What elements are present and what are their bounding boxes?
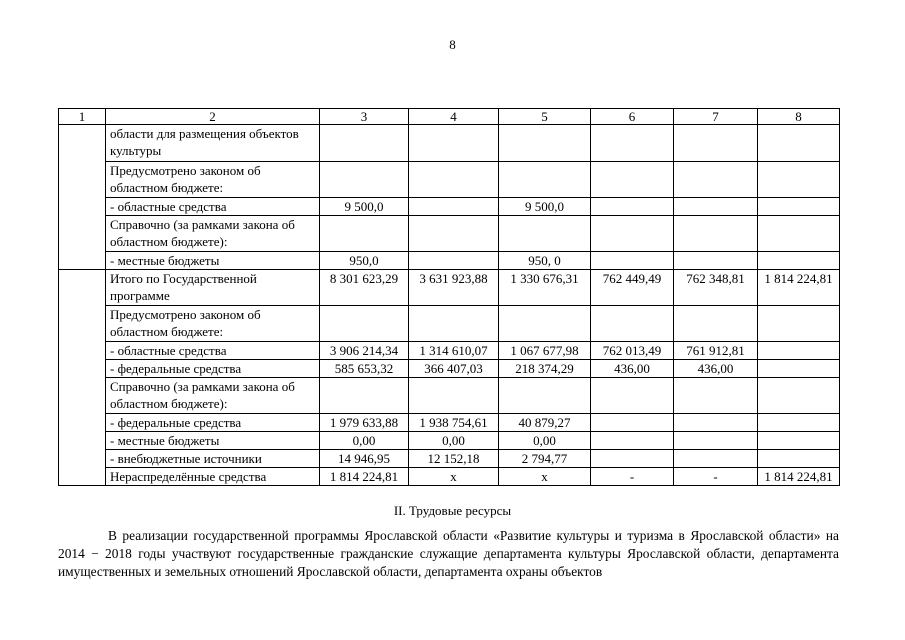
column-header: 3 bbox=[320, 109, 409, 125]
value-cell bbox=[758, 125, 840, 162]
table-row bbox=[59, 360, 840, 378]
value-cell: 12 152,18 bbox=[409, 450, 499, 468]
value-cell bbox=[409, 252, 499, 270]
value-cell: 950, 0 bbox=[499, 252, 591, 270]
value-cell: 40 879,27 bbox=[499, 414, 591, 432]
value-cell bbox=[409, 198, 499, 216]
value-cell bbox=[320, 125, 409, 162]
row-number-cell bbox=[59, 125, 106, 270]
column-header: 4 bbox=[409, 109, 499, 125]
value-cell bbox=[591, 432, 674, 450]
value-cell: - bbox=[674, 468, 758, 486]
value-cell bbox=[409, 216, 499, 252]
value-cell: 1 814 224,81 bbox=[320, 468, 409, 486]
table-row bbox=[59, 216, 840, 252]
value-cell: 0,00 bbox=[409, 432, 499, 450]
value-cell bbox=[591, 125, 674, 162]
value-cell bbox=[591, 162, 674, 198]
value-cell bbox=[758, 432, 840, 450]
value-cell: 1 979 633,88 bbox=[320, 414, 409, 432]
value-cell bbox=[674, 162, 758, 198]
value-cell: 762 348,81 bbox=[674, 270, 758, 306]
value-cell bbox=[320, 378, 409, 414]
value-cell: 950,0 bbox=[320, 252, 409, 270]
value-cell: 1 938 754,61 bbox=[409, 414, 499, 432]
value-cell bbox=[674, 306, 758, 342]
value-cell bbox=[591, 252, 674, 270]
row-label: Итого по Государственной программе bbox=[106, 270, 320, 306]
value-cell: 1 330 676,31 bbox=[499, 270, 591, 306]
table-row bbox=[59, 198, 840, 216]
value-cell bbox=[758, 252, 840, 270]
column-header: 7 bbox=[674, 109, 758, 125]
column-header: 8 bbox=[758, 109, 840, 125]
value-cell: х bbox=[409, 468, 499, 486]
row-label: Нераспределённые средства bbox=[106, 468, 320, 486]
value-cell bbox=[758, 450, 840, 468]
value-cell: х bbox=[499, 468, 591, 486]
value-cell bbox=[674, 378, 758, 414]
value-cell bbox=[591, 198, 674, 216]
table-row bbox=[59, 378, 840, 414]
value-cell bbox=[674, 216, 758, 252]
value-cell: 1 067 677,98 bbox=[499, 342, 591, 360]
page-number: 8 bbox=[449, 37, 456, 52]
value-cell: 14 946,95 bbox=[320, 450, 409, 468]
value-cell bbox=[591, 450, 674, 468]
value-cell: 0,00 bbox=[499, 432, 591, 450]
value-cell: 218 374,29 bbox=[499, 360, 591, 378]
value-cell bbox=[409, 306, 499, 342]
value-cell bbox=[591, 414, 674, 432]
value-cell: 762 449,49 bbox=[591, 270, 674, 306]
value-cell bbox=[758, 414, 840, 432]
value-cell: 0,00 bbox=[320, 432, 409, 450]
value-cell: 2 794,77 bbox=[499, 450, 591, 468]
value-cell: 436,00 bbox=[674, 360, 758, 378]
value-cell bbox=[674, 252, 758, 270]
value-cell: 1 814 224,81 bbox=[758, 468, 840, 486]
value-cell bbox=[758, 216, 840, 252]
value-cell bbox=[499, 162, 591, 198]
section-title: II. Трудовые ресурсы bbox=[393, 503, 512, 518]
value-cell: 8 301 623,29 bbox=[320, 270, 409, 306]
table-row bbox=[59, 125, 840, 162]
value-cell bbox=[499, 216, 591, 252]
column-header: 5 bbox=[499, 109, 591, 125]
value-cell bbox=[409, 125, 499, 162]
column-header: 2 bbox=[106, 109, 320, 125]
value-cell bbox=[499, 125, 591, 162]
body-paragraph bbox=[58, 527, 839, 581]
value-cell bbox=[320, 216, 409, 252]
column-header: 1 bbox=[59, 109, 106, 125]
value-cell: 761 912,81 bbox=[674, 342, 758, 360]
paragraph-text: В реализации государственной программы Ярославской области «Развитие культуры и туризма в Ярославской области» на 2014 − 2018 годы участвуют государственные гражданские служащие департамента культуры Ярославской области, департамента имущественных и земельных отношений Ярославской области, департамента охраны объектов bbox=[58, 528, 839, 579]
value-cell: 9 500,0 bbox=[320, 198, 409, 216]
row-label: - местные бюджеты bbox=[106, 432, 320, 450]
table-row bbox=[59, 306, 840, 342]
value-cell bbox=[674, 198, 758, 216]
row-label: Предусмотрено законом об областном бюджете: bbox=[106, 306, 320, 342]
value-cell bbox=[674, 414, 758, 432]
budget-table bbox=[58, 108, 840, 486]
value-cell bbox=[499, 306, 591, 342]
value-cell: - bbox=[591, 468, 674, 486]
value-cell bbox=[758, 342, 840, 360]
column-header: 6 bbox=[591, 109, 674, 125]
value-cell: 3 631 923,88 bbox=[409, 270, 499, 306]
value-cell bbox=[591, 306, 674, 342]
value-cell: 366 407,03 bbox=[409, 360, 499, 378]
value-cell: 585 653,32 bbox=[320, 360, 409, 378]
value-cell: 436,00 bbox=[591, 360, 674, 378]
value-cell: 3 906 214,34 bbox=[320, 342, 409, 360]
row-number-cell bbox=[59, 270, 106, 486]
row-label: - местные бюджеты bbox=[106, 252, 320, 270]
value-cell bbox=[758, 306, 840, 342]
value-cell bbox=[674, 450, 758, 468]
table-header-row bbox=[59, 109, 840, 125]
value-cell bbox=[758, 360, 840, 378]
value-cell bbox=[499, 378, 591, 414]
table-row bbox=[59, 414, 840, 432]
value-cell bbox=[591, 378, 674, 414]
row-label: - федеральные средства bbox=[106, 414, 320, 432]
value-cell bbox=[320, 162, 409, 198]
row-label: Справочно (за рамками закона об областном бюджете): bbox=[106, 216, 320, 252]
row-label: - областные средства bbox=[106, 198, 320, 216]
value-cell bbox=[674, 432, 758, 450]
table-row bbox=[59, 162, 840, 198]
table-row bbox=[59, 432, 840, 450]
table-row bbox=[59, 450, 840, 468]
row-label: области для размещения объектов культуры bbox=[106, 125, 320, 162]
row-label: Справочно (за рамками закона об областном бюджете): bbox=[106, 378, 320, 414]
value-cell: 9 500,0 bbox=[499, 198, 591, 216]
table-row bbox=[59, 252, 840, 270]
value-cell: 762 013,49 bbox=[591, 342, 674, 360]
row-label: - внебюджетные источники bbox=[106, 450, 320, 468]
value-cell bbox=[320, 306, 409, 342]
value-cell bbox=[758, 162, 840, 198]
value-cell bbox=[409, 378, 499, 414]
value-cell bbox=[758, 378, 840, 414]
row-label: - областные средства bbox=[106, 342, 320, 360]
value-cell bbox=[674, 125, 758, 162]
row-label: Предусмотрено законом об областном бюджете: bbox=[106, 162, 320, 198]
value-cell: 1 314 610,07 bbox=[409, 342, 499, 360]
table-row bbox=[59, 468, 840, 486]
value-cell bbox=[591, 216, 674, 252]
value-cell bbox=[409, 162, 499, 198]
row-label: - федеральные средства bbox=[106, 360, 320, 378]
table-row bbox=[59, 342, 840, 360]
value-cell: 1 814 224,81 bbox=[758, 270, 840, 306]
table-row bbox=[59, 270, 840, 306]
value-cell bbox=[758, 198, 840, 216]
